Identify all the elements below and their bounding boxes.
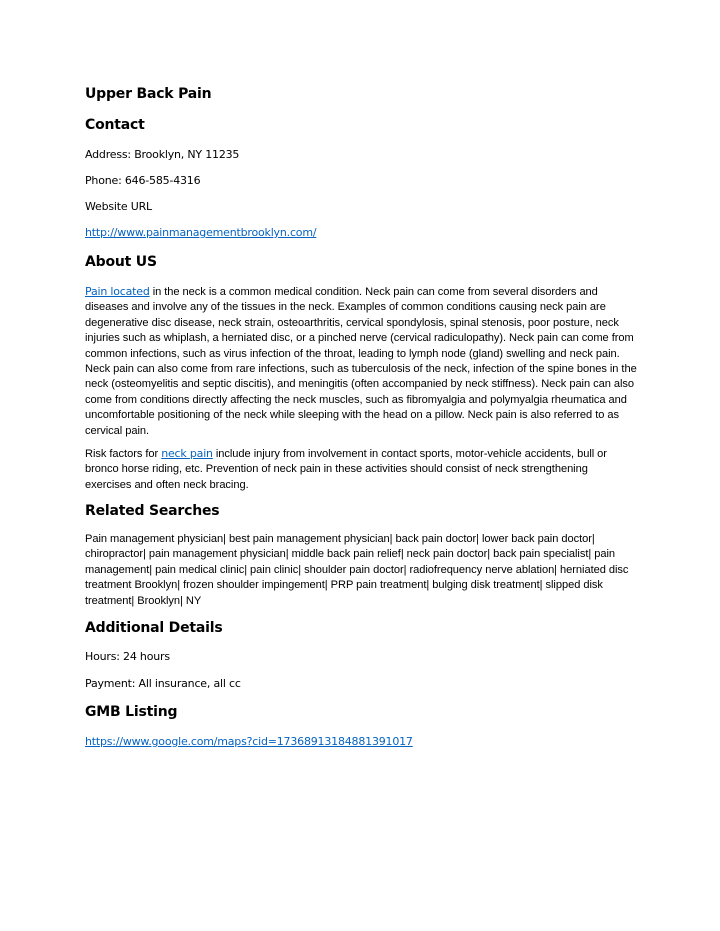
website-label: Website URL: [85, 200, 152, 213]
address-text: Address: Brooklyn, NY 11235: [85, 148, 240, 161]
payment-text: Payment: All insurance, all cc: [85, 677, 241, 690]
about-paragraph-2-prefix: Risk factors for: [85, 448, 162, 460]
about-paragraph-2: [85, 446, 637, 493]
additional-details-heading: Additional Details: [85, 620, 223, 636]
about-heading: About US: [85, 254, 157, 270]
website-line: [85, 226, 316, 239]
about-paragraph-2-text: include injury from involvement in contact sports, motor-vehicle accidents, bull or bronco horse riding, etc. Prevention of neck pain in these activities should consist of neck strengthening exercises and often neck bracing.: [85, 448, 607, 491]
about-paragraph-1: [85, 284, 637, 439]
related-searches-text: Pain management physician| best pain management physician| back pain doctor| lower back pain doctor| chiropractor| pain management physician| middle back pain relief| neck pain doctor| back pain specialist| pain management| pain medical clinic| pain clinic| shoulder pain doctor| radiofrequency nerve ablation| herniated disc treatment Brooklyn| frozen shoulder impingement| PRP pain treatment| bulging disk treatment| slipped disk treatment| Brooklyn| NY: [85, 533, 629, 607]
gmb-url-line: [85, 735, 413, 748]
contact-heading: Contact: [85, 117, 145, 133]
website-link[interactable]: http://www.painmanagementbrooklyn.com/: [85, 226, 317, 239]
neck-pain-link[interactable]: neck pain: [161, 447, 213, 460]
pain-located-link[interactable]: Pain located: [85, 285, 150, 298]
gmb-listing-heading: GMB Listing: [85, 704, 178, 720]
related-searches-heading: Related Searches: [85, 503, 220, 519]
gmb-link[interactable]: https://www.google.com/maps?cid=17368913184881391017: [85, 735, 413, 748]
about-paragraph-1-text: in the neck is a common medical condition. Neck pain can come from several disorders and diseases and involve any of the tissues in the neck. Examples of common conditions causing neck pain are degenerative disc disease, neck strain, osteoarthritis, cervical spondylosis, spinal stenosis, poor posture, neck injuries such as whiplash, a herniated disc, or a pinched nerve (cervical radiculopathy). Neck pain can come from common infections, such as virus infection of the throat, leading to lymph node (gland) swelling and neck pain. Neck pain can also come from rare infections, such as tuberculosis of the neck, infection of the spine bones in the neck (osteomyelitis and septic discitis), and meningitis (often accompanied by neck stiffness). Neck pain can also come from conditions directly affecting the neck muscles, such as fibromyalgia and polymyalgia rheumatica and uncomfortable positioning of the neck while sleeping with the head on a pillow. Neck pain is also referred to as cervical pain.: [85, 286, 637, 437]
phone-text: Phone: 646-585-4316: [85, 174, 201, 187]
hours-text: Hours: 24 hours: [85, 650, 170, 663]
page-title: Upper Back Pain: [85, 86, 212, 102]
